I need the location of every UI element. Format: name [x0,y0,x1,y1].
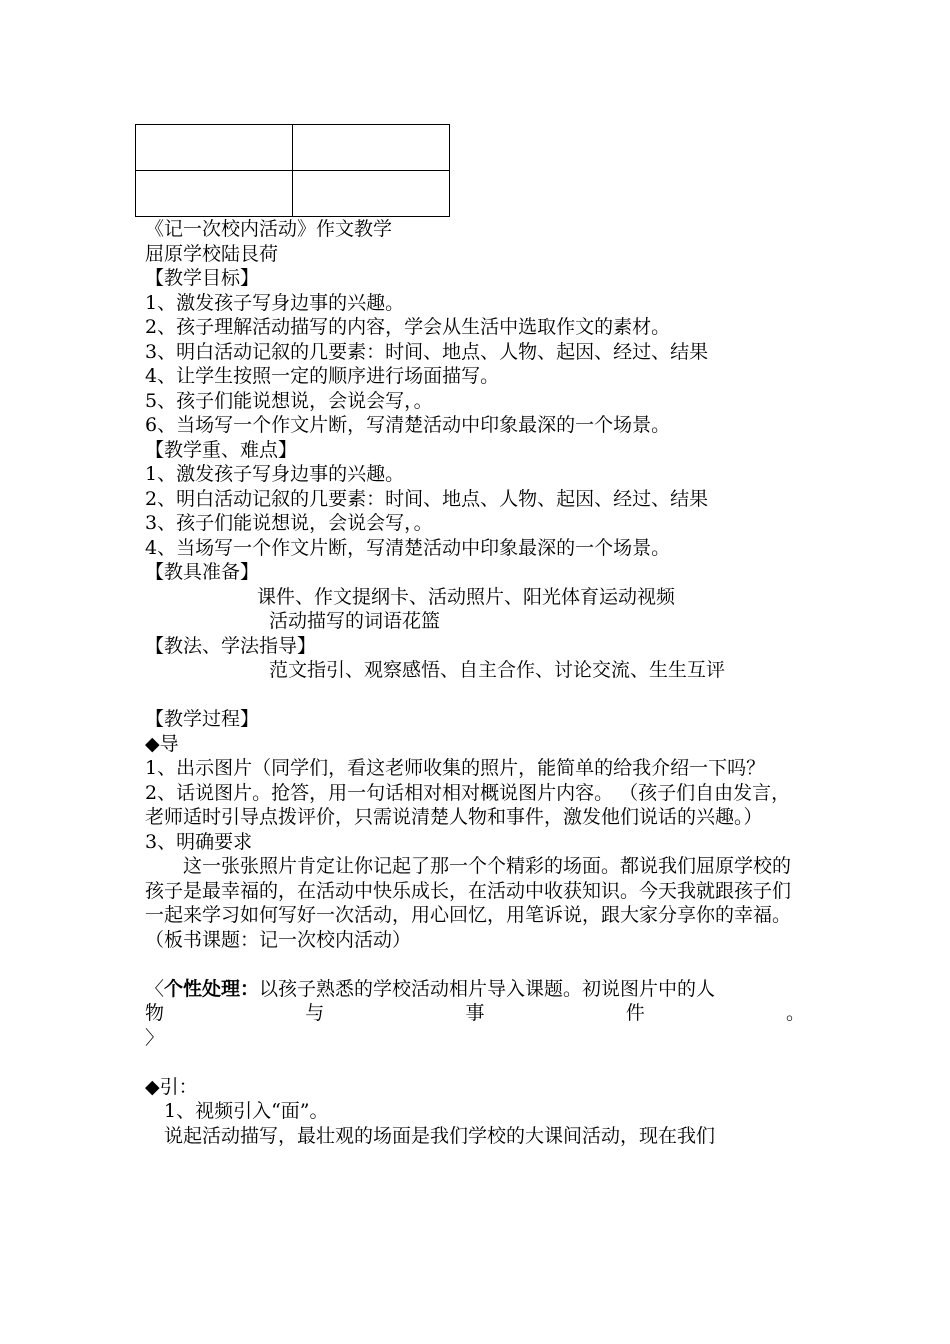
header-table [135,124,450,217]
process-paragraph: 这一张张照片肯定让你记起了那一个个精彩的场面。都说我们屈原学校的孩子是最幸福的，在活动中快乐成长，在活动中收获知识。今天我就跟孩子们一起来学习如何写好一次活动，用心回忆，用笔诉说，跟大家分享你的幸福。（板书课题：记一次校内活动） [145,855,792,951]
section-guide: ◆导 [145,732,179,755]
note-char: 与 [305,1002,325,1024]
materials-line: 活动描写的词语花篮 [269,610,441,632]
goal-item: 6、当场写一个作文片断，写清楚活动中印象最深的一个场景。 [145,414,671,436]
goals-heading: 【教学目标】 [145,267,260,289]
author-line: 屈原学校陆艮荷 [145,242,279,265]
goal-item: 4、让学生按照一定的顺序进行场面描写。 [145,365,500,387]
sub-step-paragraph: 说起活动描写，最壮观的场面是我们学校的大课间活动，现在我们 [164,1124,716,1147]
blank-line [145,683,805,708]
process-step: 3、明确要求 [145,830,253,853]
note-char: 。 [785,1002,805,1024]
note-char: 件 [625,1002,645,1024]
note-label: 个性处理： [164,977,260,1000]
methods-line: 范文指引、观察感悟、自主合作、讨论交流、生生互评 [269,659,726,681]
process-step: 2、话说图片。抢答，用一句话相对相对概说图片内容。 （孩子们自由发言，老师适时引导点拨评价，只需说清楚人物和事件，激发他们说话的兴趣。） [145,781,791,828]
document-title: 《记一次校内活动》作文教学 [145,218,393,240]
table-row [136,125,450,171]
key-point-item: 3、孩子们能说想说，会说会写，。 [145,512,433,534]
goal-item: 5、孩子们能说想说，会说会写，。 [145,389,433,412]
note-char: 事 [465,1002,485,1024]
key-point-item: 4、当场写一个作文片断，写清楚活动中印象最深的一个场景。 [145,536,671,559]
note-close-bracket: 〉 [145,1026,165,1049]
goal-item: 3、明白活动记叙的几要素：时间、地点、人物、起因、经过、结果 [145,340,709,363]
personalized-note [145,977,805,1002]
table-cell [293,171,450,217]
table-cell [136,171,293,217]
note-char: 物 [145,1002,165,1024]
goal-item: 1、激发孩子写身边事的兴趣。 [145,291,405,314]
key-point-item: 2、明白活动记叙的几要素：时间、地点、人物、起因、经过、结果 [145,487,709,510]
document-body [145,217,805,1148]
note-text: 以孩子熟悉的学校活动相片导入课题。初说图片中的人 [259,977,716,1000]
blank-line [145,1050,805,1075]
section-introduce: ◆引： [145,1075,198,1098]
methods-heading: 【教法、学法指导】 [145,634,317,657]
goal-item: 2、孩子理解活动描写的内容，学会从生活中选取作文的素材。 [145,316,671,338]
key-points-heading: 【教学重、难点】 [145,438,298,461]
materials-line: 课件、作文提纲卡、活动照片、阳光体育运动视频 [257,585,676,608]
note-spread-line [145,1001,805,1026]
process-heading: 【教学过程】 [145,708,260,730]
table-cell [136,125,293,171]
table-row [136,171,450,217]
blank-line [145,952,805,977]
key-point-item: 1、激发孩子写身边事的兴趣。 [145,463,405,485]
materials-heading: 【教具准备】 [145,561,260,583]
table-cell [293,125,450,171]
process-step: 1、出示图片（同学们，看这老师收集的照片，能简单的给我介绍一下吗？ [145,757,766,779]
note-open-bracket: 〈 [145,977,165,1000]
sub-step: 1、视频引入“面”。 [164,1100,329,1122]
